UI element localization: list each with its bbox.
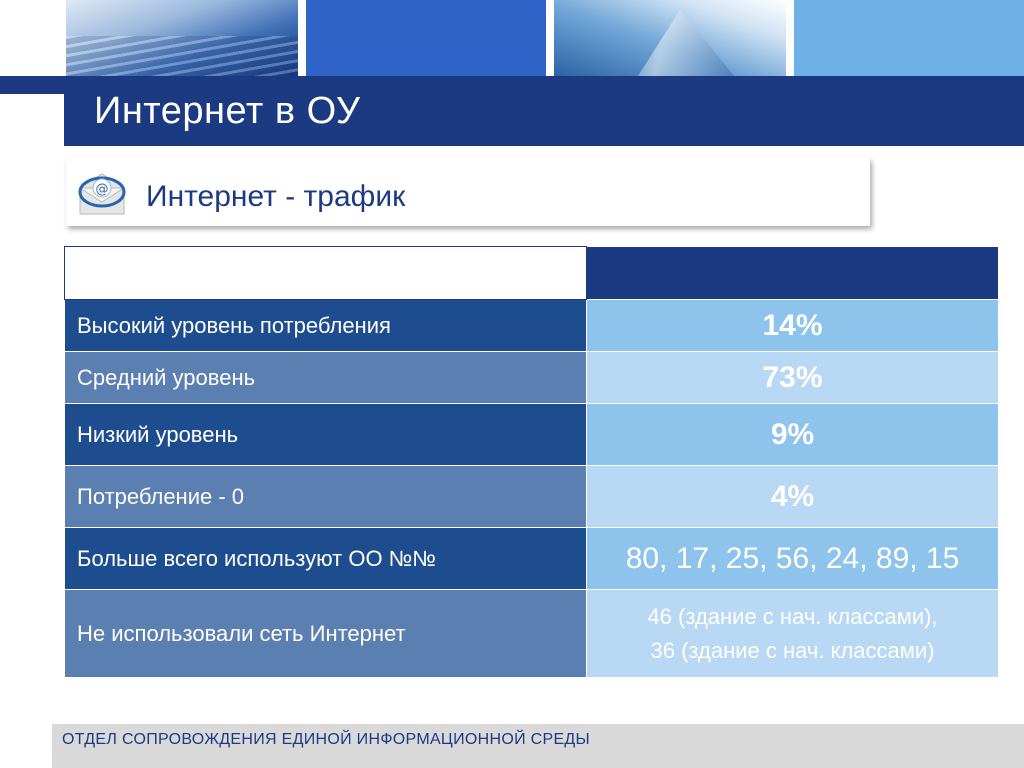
header-color-block-blue <box>306 0 546 76</box>
row-label: Потребление - 0 <box>65 466 587 528</box>
header-photo-keyboard <box>66 0 298 76</box>
table-row <box>65 590 999 678</box>
header-cell-empty-left <box>65 247 587 300</box>
row-value: 14% <box>587 300 999 352</box>
traffic-table <box>64 246 999 678</box>
row-value: 73% <box>587 352 999 404</box>
email-icon <box>74 166 130 220</box>
svg-text:@: @ <box>95 182 109 197</box>
header-cell-empty-right <box>587 247 999 300</box>
table-row <box>65 352 999 404</box>
footer-text: ОТДЕЛ СОПРОВОЖДЕНИЯ ЕДИНОЙ ИНФОРМАЦИОННОЙ СРЕДЫ <box>62 731 591 748</box>
row-value-line-2: 36 (здание с нач. классами) <box>650 637 935 663</box>
row-label: Низкий уровень <box>65 404 587 466</box>
row-label: Средний уровень <box>65 352 587 404</box>
row-label: Больше всего используют ОО №№ <box>65 528 587 590</box>
table-row <box>65 300 999 352</box>
row-value: 80, 17, 25, 56, 24, 89, 15 <box>587 528 999 590</box>
title-bar-gap <box>0 94 64 146</box>
row-value-line-1: 46 (здание с нач. классами), <box>647 603 938 629</box>
row-value: 9% <box>587 404 999 466</box>
row-label: Не использовали сеть Интернет <box>65 590 587 678</box>
slide-title: Интернет в ОУ <box>94 90 361 132</box>
subtitle: Интернет - трафик <box>146 180 406 213</box>
table-row <box>65 404 999 466</box>
header-photo-skyscraper <box>554 0 786 76</box>
row-value: 4% <box>587 466 999 528</box>
table-row <box>65 466 999 528</box>
table-row <box>65 528 999 590</box>
row-label: Высокий уровень потребления <box>65 300 587 352</box>
header-color-block-light-blue <box>794 0 1024 76</box>
table-header-row <box>65 247 999 300</box>
row-value <box>587 590 999 678</box>
title-bar-notch <box>0 76 64 94</box>
